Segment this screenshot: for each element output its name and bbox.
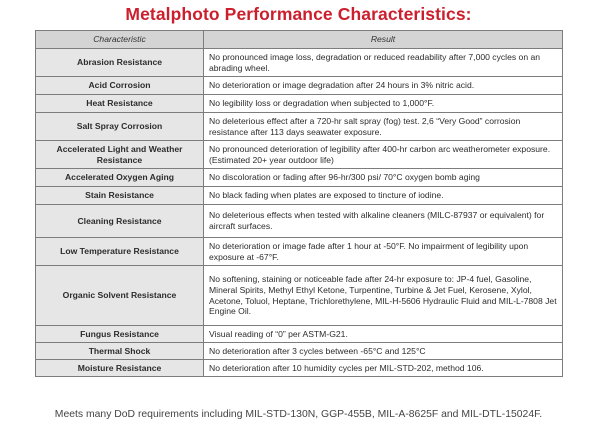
table-row: [36, 326, 563, 343]
column-header-result: Result: [204, 31, 563, 49]
footer-note: Meets many DoD requirements including MIL-STD-130N, GGP-455B, MIL-A-8625F and MIL-DTL-15024F.: [54, 409, 543, 420]
column-header-characteristic: Characteristic: [36, 31, 204, 49]
table-row: [36, 360, 563, 377]
characteristic-cell: Low Temperature Resistance: [36, 238, 204, 266]
result-cell: Visual reading of “0” per ASTM-G21.: [204, 326, 563, 343]
table-row: [36, 141, 563, 169]
result-cell: No deleterious effect after a 720-hr salt spray (fog) test. 2,6 “Very Good” corrosion resistance after 113 days seawater exposure.: [204, 113, 563, 141]
performance-table: [35, 30, 563, 377]
characteristic-cell: Heat Resistance: [36, 95, 204, 113]
table-row: [36, 238, 563, 266]
result-cell: No pronounced deterioration of legibility after 400-hr carbon arc weatherometer exposure. (Estimated 20+ year outdoor life): [204, 141, 563, 169]
table-row: [36, 187, 563, 205]
characteristic-cell: Abrasion Resistance: [36, 49, 204, 77]
result-cell: No softening, staining or noticeable fade after 24-hr exposure to: JP-4 fuel, Gasoline, Mineral Spirits, Methyl Ethyl Ketone, Turpentine, Turbine & Jet Fuel, Kerosene, Xylol, Acetone, Toluol, Heptane, Trichlorethylene, MIL-H-5606 Hydraulic Fluid and MIL-L-7808 Jet Engine Oil.: [204, 266, 563, 326]
result-cell: No pronounced image loss, degradation or reduced readability after 7,000 cycles on an abrading wheel.: [204, 49, 563, 77]
characteristic-cell: Thermal Shock: [36, 343, 204, 360]
table-row: [36, 266, 563, 326]
result-cell: No black fading when plates are exposed to tincture of iodine.: [204, 187, 563, 205]
table-row: [36, 49, 563, 77]
characteristic-cell: Moisture Resistance: [36, 360, 204, 377]
characteristic-cell: Stain Resistance: [36, 187, 204, 205]
result-cell: No deterioration after 3 cycles between -65°C and 125°C: [204, 343, 563, 360]
result-cell: No discoloration or fading after 96-hr/300 psi/ 70°C oxygen bomb aging: [204, 169, 563, 187]
characteristic-cell: Accelerated Light and Weather Resistance: [36, 141, 204, 169]
page-title: Metalphoto Performance Characteristics:: [125, 4, 472, 24]
table-header-row: [36, 31, 563, 49]
result-cell: No legibility loss or degradation when subjected to 1,000°F.: [204, 95, 563, 113]
characteristic-cell: Organic Solvent Resistance: [36, 266, 204, 326]
table-row: [36, 77, 563, 95]
characteristic-cell: Cleaning Resistance: [36, 205, 204, 238]
result-cell: No deterioration or image fade after 1 hour at -50°F. No impairment of legibility upon exposure at -67°F.: [204, 238, 563, 266]
characteristic-cell: Acid Corrosion: [36, 77, 204, 95]
table-row: [36, 95, 563, 113]
characteristic-cell: Accelerated Oxygen Aging: [36, 169, 204, 187]
characteristic-cell: Salt Spray Corrosion: [36, 113, 204, 141]
table-row: [36, 113, 563, 141]
table-row: [36, 169, 563, 187]
result-cell: No deterioration or image degradation after 24 hours in 3% nitric acid.: [204, 77, 563, 95]
table-row: [36, 205, 563, 238]
table-row: [36, 343, 563, 360]
result-cell: No deleterious effects when tested with alkaline cleaners (MILC-87937 or equivalent) for aircraft surfaces.: [204, 205, 563, 238]
characteristic-cell: Fungus Resistance: [36, 326, 204, 343]
result-cell: No deterioration after 10 humidity cycles per MIL-STD-202, method 106.: [204, 360, 563, 377]
